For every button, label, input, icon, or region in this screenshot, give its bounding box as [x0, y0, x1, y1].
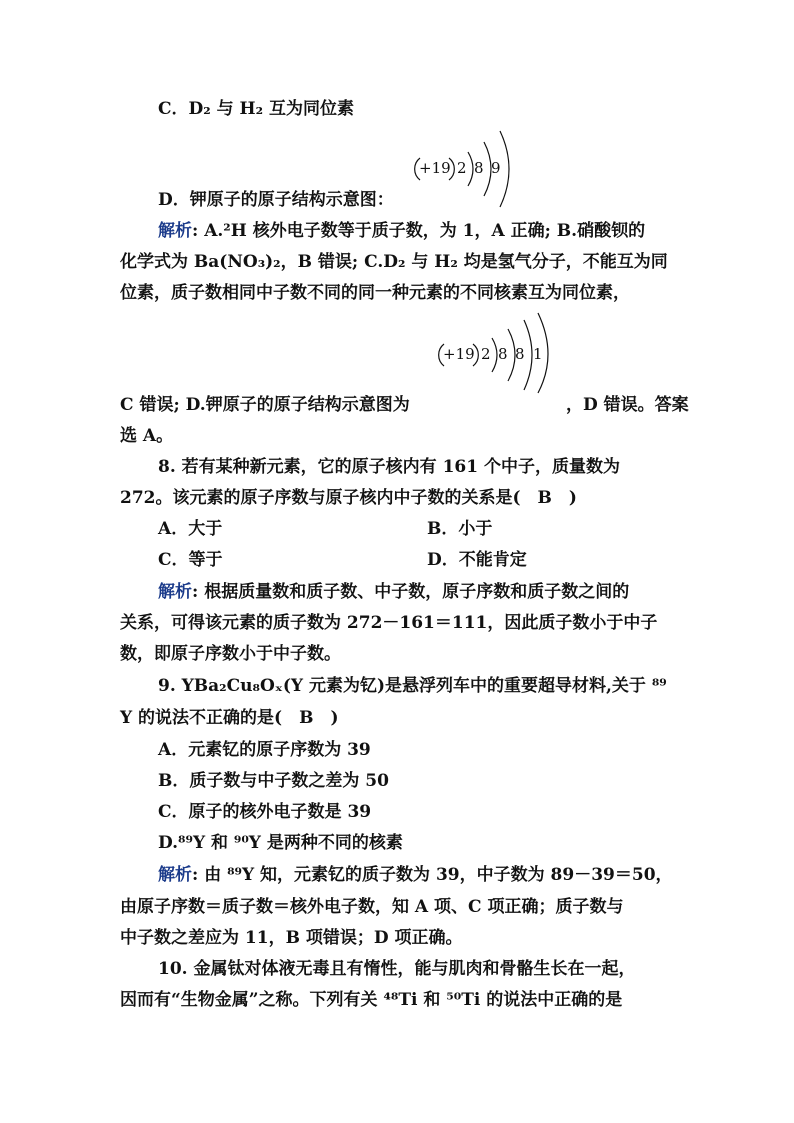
analysis-q7-line4a: C 错误; D.钾原子的原子结构示意图为	[120, 395, 410, 415]
analysis-q7-line2: 化学式为 Ba(NO₃)₂，B 错误; C.D₂ 与 H₂ 均是氢气分子，不能互为同	[120, 252, 668, 272]
option-a-q9: A．元素钇的原子序数为 39	[158, 740, 371, 760]
question-9-line1: 9. YBa₂Cu₈Oₓ(Y 元素为钇)是悬浮列车中的重要超导材料,关于 ⁸⁹	[158, 676, 667, 696]
analysis-q7-line4b: ，D 错误。答案	[566, 395, 689, 415]
analysis-q8-line3: 数，即原子序数小于中子数。	[120, 644, 341, 664]
question-8-line2: 272。该元素的原子序数与原子核内中子数的关系是( B )	[120, 488, 577, 508]
analysis-label: 解析	[158, 582, 192, 602]
analysis-q7-line5: 选 A。	[120, 426, 174, 446]
option-c-q7: C．D₂ 与 H₂ 互为同位素	[158, 99, 354, 119]
analysis-q8-line2: 关系，可得该元素的质子数为 272－161＝111，因此质子数小于中子	[120, 613, 658, 633]
potassium-diagram-correct	[436, 312, 556, 394]
analysis-q9-line3: 中子数之差应为 11，B 项错误；D 项正确。	[120, 928, 463, 948]
analysis-q7-line1: 解析: A.²H 核外电子数等于质子数，为 1，A 正确; B.硝酸钡的	[158, 221, 646, 241]
analysis-label: 解析	[158, 221, 192, 241]
shell-4-count: 1	[533, 345, 543, 363]
analysis-q7-line3: 位素，质子数相同中子数不同的同一种元素的不同核素互为同位素，	[120, 283, 630, 303]
question-8-line1: 8. 若有某种新元素，它的原子核内有 161 个中子，质量数为	[158, 457, 620, 477]
option-d-q8: D．不能肯定	[427, 550, 527, 570]
potassium-diagram-wrong	[412, 128, 522, 210]
option-c-q9: C．原子的核外电子数是 39	[158, 802, 372, 822]
shell-3-count: 9	[491, 159, 501, 177]
atom-nucleus-label: +19	[443, 345, 475, 363]
analysis-label: 解析	[158, 865, 192, 885]
analysis-q8-line1: 解析: 根据质量数和质子数、中子数，原子序数和质子数之间的	[158, 582, 630, 602]
option-b-q8: B．小于	[427, 519, 493, 539]
shell-2-count: 8	[474, 159, 484, 177]
shell-1-count: 2	[457, 159, 467, 177]
option-a-q8: A．大于	[158, 519, 223, 539]
shell-1-count: 2	[481, 345, 491, 363]
option-d-q9: D.⁸⁹Y 和 ⁹⁰Y 是两种不同的核素	[158, 833, 403, 853]
option-c-q8: C．等于	[158, 550, 223, 570]
option-b-q9: B．质子数与中子数之差为 50	[158, 771, 389, 791]
analysis-q9-line1: 解析: 由 ⁸⁹Y 知，元素钇的质子数为 39，中子数为 89－39＝50，	[158, 865, 673, 885]
shell-3-count: 8	[515, 345, 525, 363]
question-10-line1: 10. 金属钛对体液无毒且有惰性，能与肌肉和骨骼生长在一起，	[158, 959, 636, 979]
atom-nucleus-label: +19	[419, 159, 451, 177]
shell-2-count: 8	[498, 345, 508, 363]
analysis-q9-line2: 由原子序数＝质子数＝核外电子数，知 A 项、C 项正确；质子数与	[120, 897, 624, 917]
option-d-q7: D．钾原子的原子结构示意图：	[158, 190, 394, 210]
question-10-line2: 因而有“生物金属”之称。下列有关 ⁴⁸Ti 和 ⁵⁰Ti 的说法中正确的是	[120, 990, 623, 1010]
question-9-line2: Y 的说法不正确的是( B )	[120, 708, 339, 728]
